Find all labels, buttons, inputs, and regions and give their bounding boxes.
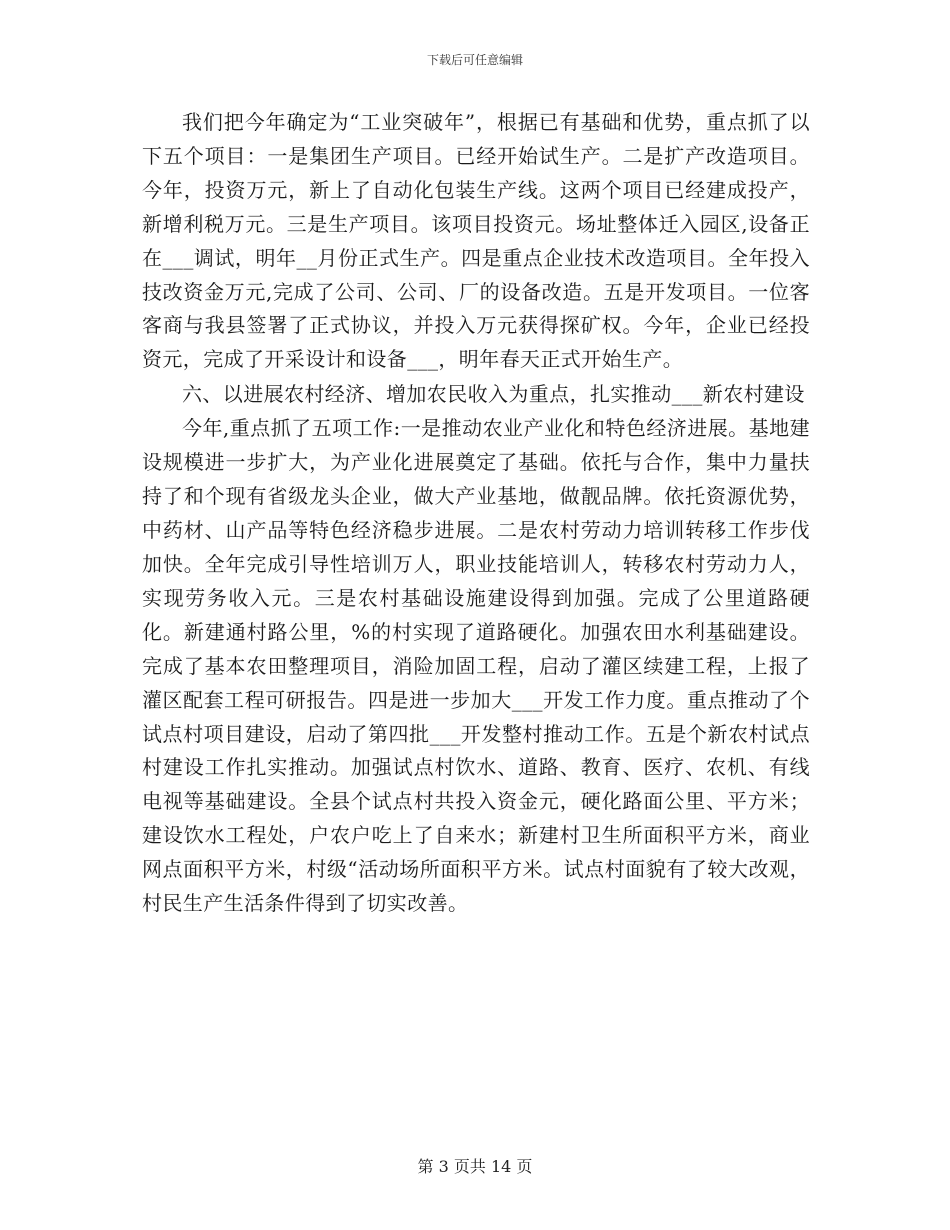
paragraph-industry-projects: 我们把今年确定为“工业突破年”，根据已有基础和优势，重点抓了以下五个项目：一是集团生产项目。已经开始试生产。二是扩产改造项目。今年，投资万元，新上了自动化包装生产线。这两个项目已经建成投产，新增利税万元。三是生产项目。该项目投资元。场址整体迁入园区,设备正在___调试，明年__月份正式生产。四是重点企业技术改造项目。全年投入技改资金万元,完成了公司、公司、厂的设备改造。五是开发项目。一位客客商与我县签署了正式协议，并投入万元获得探矿权。今年，企业已经投资元，完成了开采设计和设备___，明年春天正式开始生产。 <box>142 110 810 372</box>
page-footer: 第 3 页共 14 页 <box>417 1157 533 1176</box>
page-header: 下载后可任意编辑 <box>426 53 523 67</box>
section-heading-rural-construction: 六、以进展农村经济、增加农民收入为重点，扎实推动___新农村建设 <box>182 381 805 406</box>
document-body <box>142 106 810 922</box>
paragraph-rural-work: 今年,重点抓了五项工作:一是推动农业产业化和特色经济进展。基地建设规模进一步扩大，为产业化进展奠定了基础。依托与合作，集中力量扶持了和个现有省级龙头企业，做大产业基地，做靓品牌。依托资源优势，中药材、山产品等特色经济稳步进展。二是农村劳动力培训转移工作步伐加快。全年完成引导性培训万人，职业技能培训人，转移农村劳动力人，实现劳务收入元。三是农村基础设施建设得到加强。完成了公里道路硬化。新建通村路公里，%的村实现了道路硬化。加强农田水利基础建设。完成了基本农田整理项目，消险加固工程，启动了灌区续建工程，上报了灌区配套工程可研报告。四是进一步加大___开发工作力度。重点推动了个试点村项目建设，启动了第四批___开发整村推动工作。五是个新农村试点村建设工作扎实推动。加强试点村饮水、道路、教育、医疗、农机、有线电视等基础建设。全县个试点村共投入资金元，硬化路面公里、平方米；建设饮水工程处，户农户吃上了自来水；新建村卫生所面积平方米，商业网点面积平方米，村级“活动场所面积平方米。试点村面貌有了较大改观，村民生产生活条件得到了切实改善。 <box>142 416 810 916</box>
